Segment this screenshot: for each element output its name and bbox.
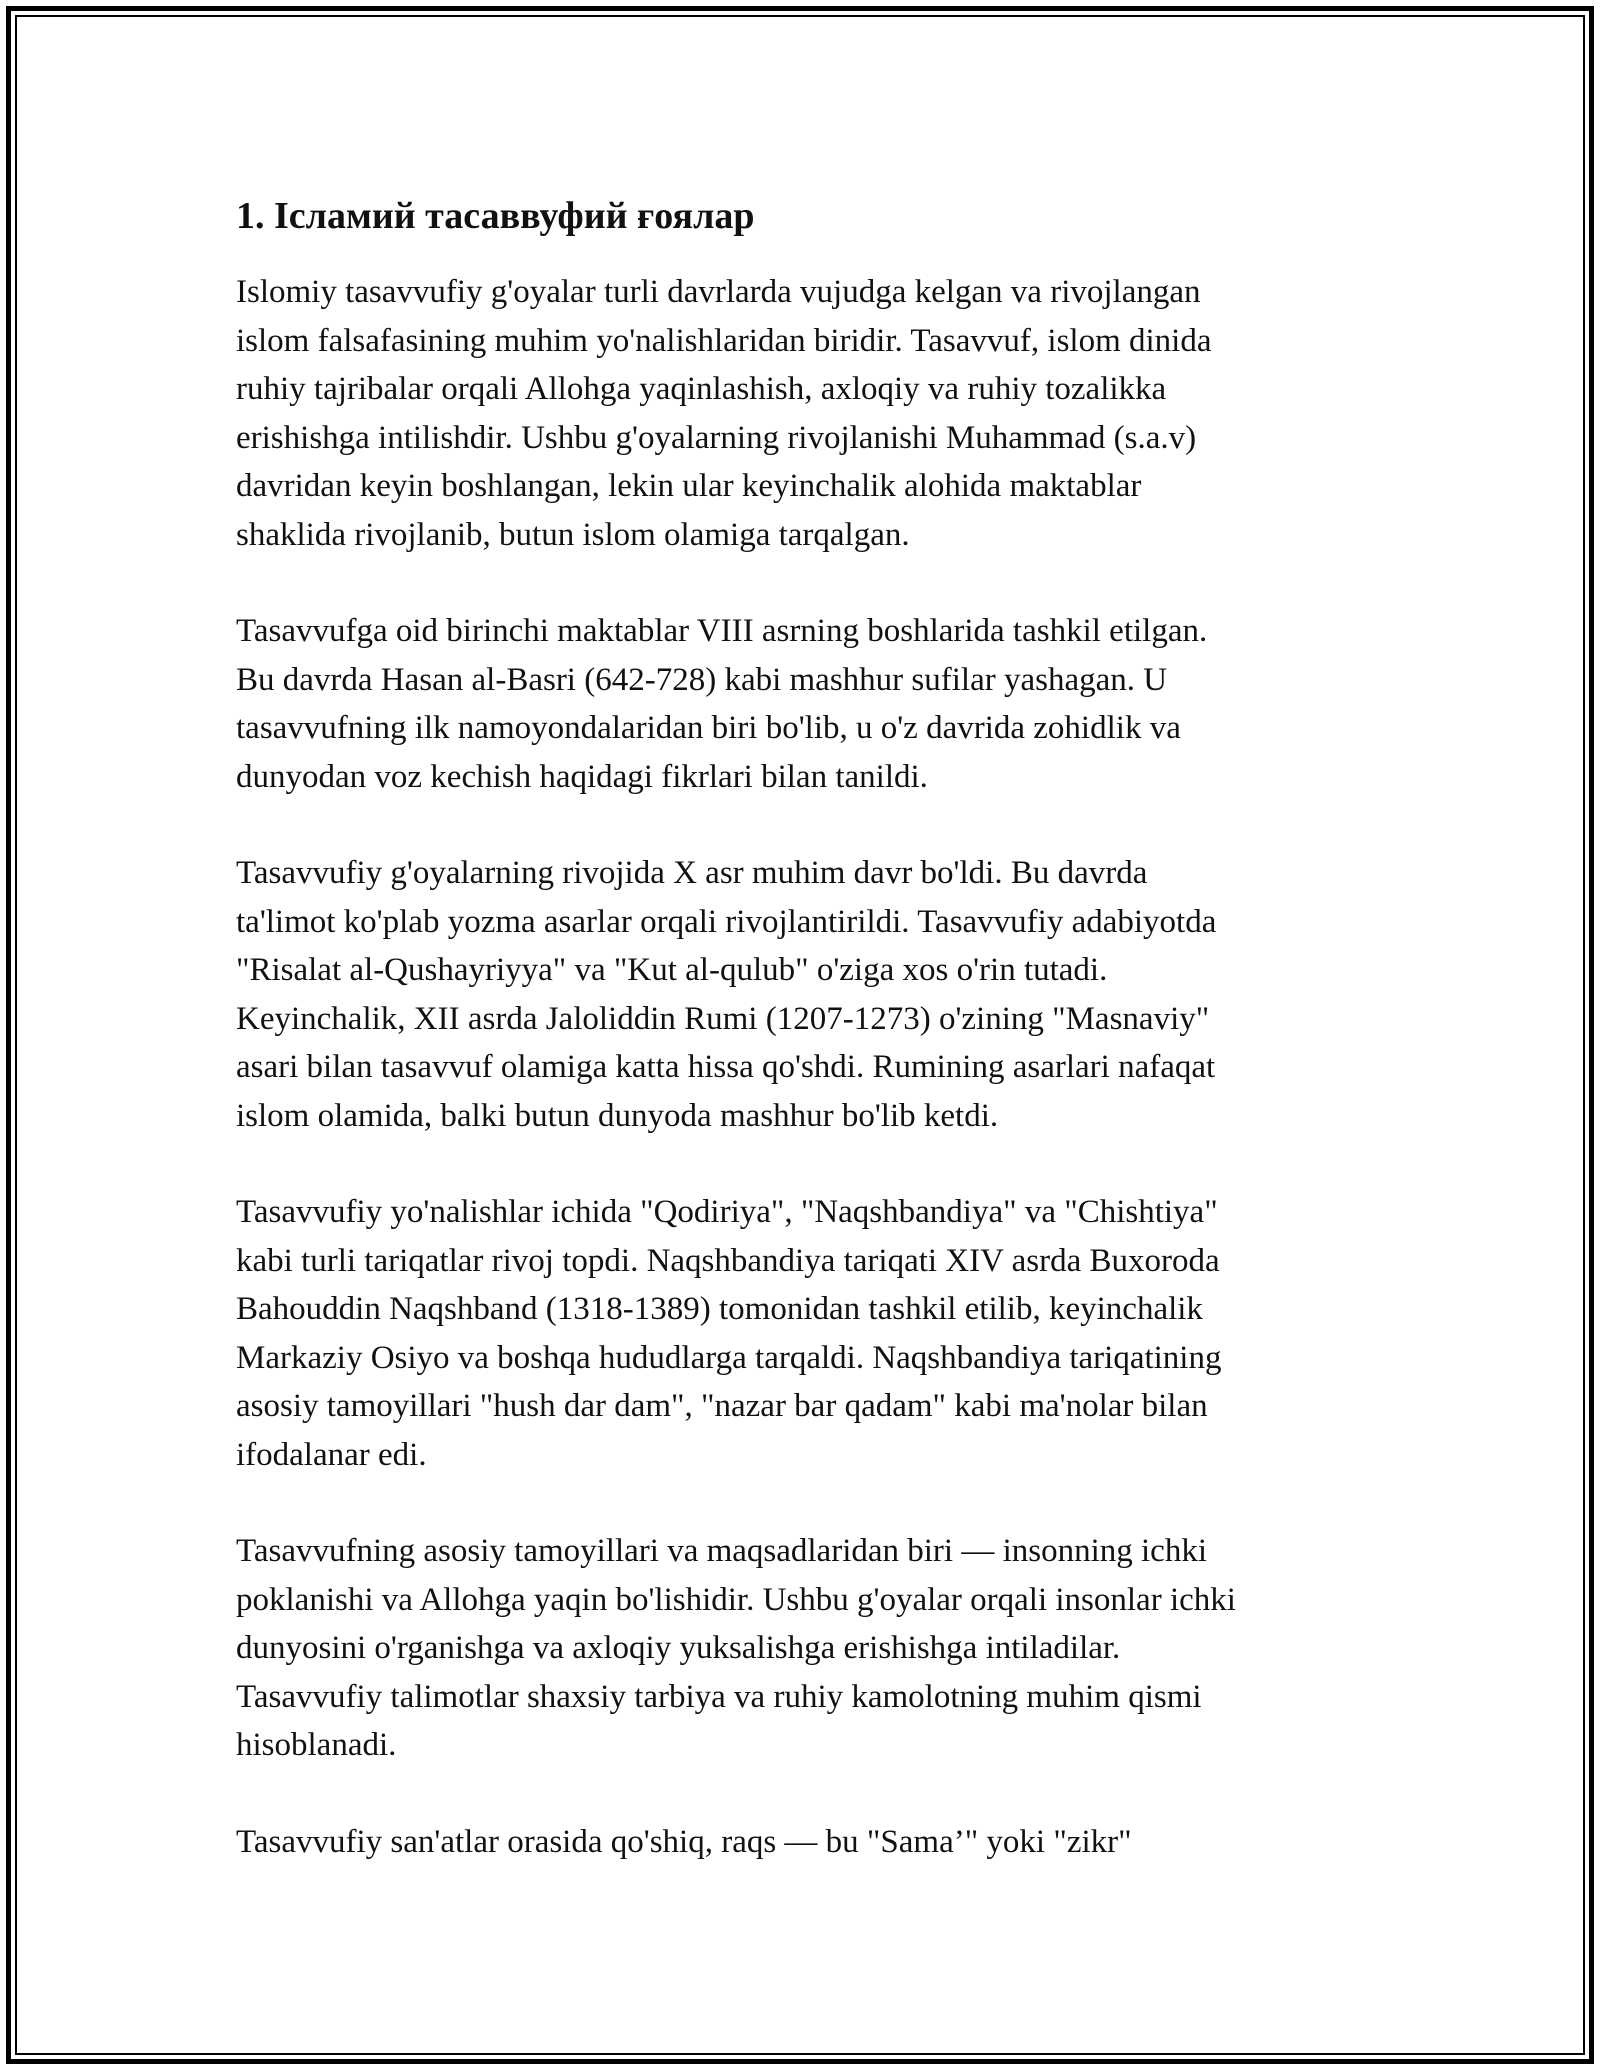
text-line: islom falsafasining muhim yo'nalishlaridan biridir. Tasavvuf, islom dinida [236,322,1212,359]
text-line: asari bilan tasavvuf olamiga katta hissa qo'shdi. Rumining asarlari nafaqat [236,1049,1216,1085]
text-line: islom olamida, balki butun dunyoda mashhur bo'lib ketdi. [236,1097,999,1134]
text-line: poklanishi va Allohga yaqin bo'lishidir. Ushbu g'oyalar orqali insonlar ichki [236,1581,1236,1618]
text-line: Bu davrda Hasan al-Basri (642-728) kabi mashhur sufilar yashagan. U [236,661,1168,698]
text-line: Keyinchalik, XII asrda Jaloliddin Rumi (1207-1273) o'zining "Masnaviy" [236,1000,1210,1037]
text-line: Tasavvufning asosiy tamoyillari va maqsadlaridan biri — insonning ichki [236,1533,1208,1569]
text-line: dunyosini o'rganishga va axloqiy yuksalishga erishishga intiladilar. [236,1630,1121,1666]
text-line: shaklida rivojlanib, butun islom olamiga tarqalgan. [236,516,910,553]
text-line: Tasavvufiy yo'nalishlar ichida "Qodiriya", "Naqshbandiya" va "Chishtiya" [236,1194,1218,1230]
text-line: "Risalat al-Qushayriyya" va "Kut al-qulub" o'ziga xos o'rin tutadi. [236,952,1108,988]
text-line: ta'limot ko'plab yozma asarlar orqali rivojlantirildi. Tasavvufiy adabiyotda [236,903,1217,940]
document-body [236,186,1366,1914]
text-line: Bahouddin Naqshband (1318-1389) tomonidan tashkil etilib, keyinchalik [236,1291,1203,1327]
text-line: hisoblanadi. [236,1727,397,1763]
paragraph-3 [236,849,1366,1140]
text-line: erishishga intilishdir. Ushbu g'oyalarning rivojlanishi Muhammad (s.a.v) [236,419,1197,456]
page-title: 1. Іcламий тасаввуфий ғоялар [236,195,755,237]
text-line: tasavvufning ilk namoyondalaridan biri bo'lib, u o'z davrida zohidlik va [236,710,1181,746]
text-line: Tasavvufiy san'atlar orasida qo'shiq, raqs — bu "Sama’" yoki "zikr" [236,1823,1132,1860]
text-line: dunyodan voz kechish haqidagi fikrlari bilan tanildi. [236,758,928,795]
text-line: davridan keyin boshlangan, lekin ular keyinchalik alohida maktablar [236,468,1142,504]
text-line: asosiy tamoyillari "hush dar dam", "nazar bar qadam" kabi ma'nolar bilan [236,1388,1208,1424]
text-line: ifodalanar edi. [236,1436,427,1473]
text-line: Tasavvufiy g'oyalarning rivojida X asr muhim davr bo'ldi. Bu davrda [236,855,1148,891]
text-line: Tasavvufga oid birinchi maktablar VIII asrning boshlarida tashkil etilgan. [236,613,1208,649]
paragraph-2 [236,607,1366,801]
paragraph-4 [236,1188,1366,1479]
text-line: Markaziy Osiyo va boshqa hududlarga tarqaldi. Naqshbandiya tariqatining [236,1339,1222,1376]
text-line: Tasavvufiy talimotlar shaxsiy tarbiya va ruhiy kamolotning muhim qismi [236,1678,1202,1715]
paragraph-1 [236,268,1366,559]
paragraph-6 [236,1818,1366,1867]
text-line: ruhiy tajribalar orqali Allohga yaqinlashish, axloqiy va ruhiy tozalikka [236,371,1167,407]
text-line: kabi turli tariqatlar rivoj topdi. Naqshbandiya tariqati XIV asrda Buxoroda [236,1242,1220,1279]
text-line: Islomiy tasavvufiy g'oyalar turli davrlarda vujudga kelgan va rivojlangan [236,274,1201,310]
paragraph-5 [236,1527,1366,1770]
